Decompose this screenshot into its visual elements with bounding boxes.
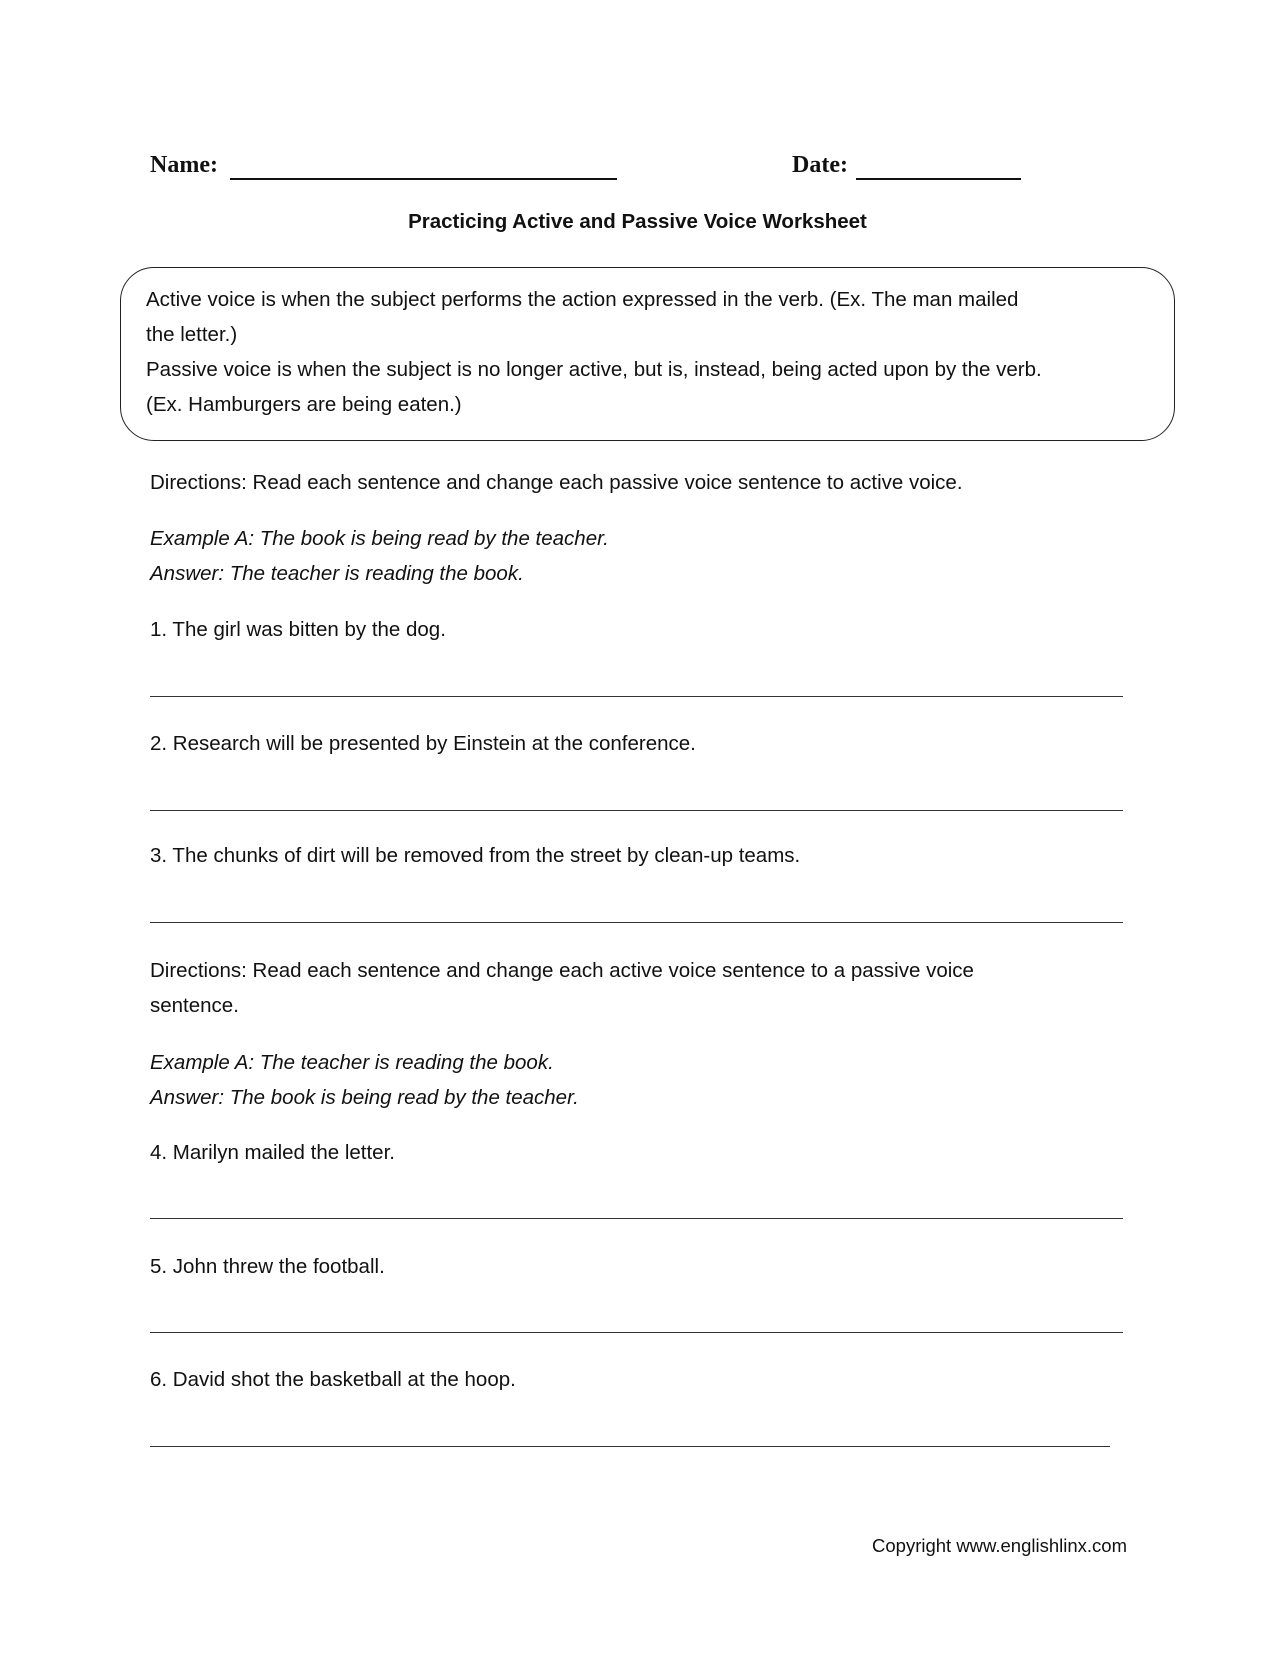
copyright-notice: Copyright www.englishlinx.com	[872, 1535, 1127, 1556]
answer-line-6[interactable]	[150, 1446, 1110, 1447]
question-6: 6. David shot the basketball at the hoop.	[150, 1368, 516, 1391]
question-3: 3. The chunks of dirt will be removed from the street by clean-up teams.	[150, 844, 801, 867]
answer-line-4[interactable]	[150, 1218, 1123, 1219]
question-5: 5. John threw the football.	[150, 1255, 385, 1278]
section1-answer: Answer: The teacher is reading the book.	[150, 562, 524, 585]
question-2: 2. Research will be presented by Einstein at the conference.	[150, 732, 696, 755]
section2-answer: Answer: The book is being read by the teacher.	[150, 1086, 579, 1109]
active-definition-line-2: the letter.)	[146, 323, 238, 346]
section1-example: Example A: The book is being read by the teacher.	[150, 527, 609, 550]
section1-directions: Directions: Read each sentence and change each passive voice sentence to active voice.	[150, 471, 963, 494]
name-field[interactable]	[230, 178, 617, 180]
passive-definition-line-1: Passive voice is when the subject is no longer active, but is, instead, being acted upon by the verb.	[146, 358, 1042, 381]
section2-example: Example A: The teacher is reading the book.	[150, 1051, 554, 1074]
question-4: 4. Marilyn mailed the letter.	[150, 1141, 395, 1164]
answer-line-3[interactable]	[150, 922, 1123, 923]
active-definition-line-1: Active voice is when the subject performs the action expressed in the verb. (Ex. The man mailed	[146, 288, 1019, 311]
date-field[interactable]	[856, 178, 1021, 180]
name-label: Name:	[150, 152, 218, 178]
passive-definition-line-2: (Ex. Hamburgers are being eaten.)	[146, 393, 462, 416]
date-label: Date:	[792, 152, 848, 178]
answer-line-2[interactable]	[150, 810, 1123, 811]
answer-line-5[interactable]	[150, 1332, 1123, 1333]
answer-line-1[interactable]	[150, 696, 1123, 697]
question-1: 1. The girl was bitten by the dog.	[150, 618, 446, 641]
section2-directions-line-2: sentence.	[150, 994, 239, 1017]
section2-directions-line-1: Directions: Read each sentence and change each active voice sentence to a passive voice	[150, 959, 974, 982]
worksheet-title: Practicing Active and Passive Voice Worksheet	[408, 210, 867, 233]
